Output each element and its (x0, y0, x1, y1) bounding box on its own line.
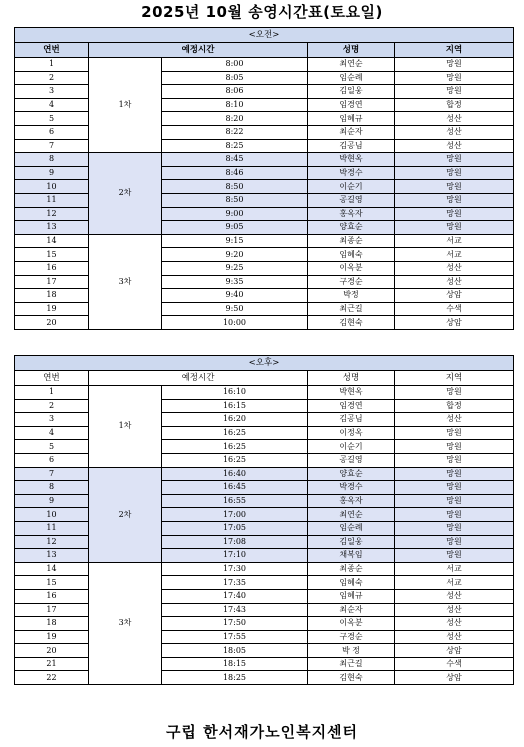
cell-time: 17:05 (162, 521, 308, 535)
cell-name: 양효순 (308, 221, 395, 235)
cell-region: 상암 (395, 644, 514, 658)
cell-name: 박현옥 (308, 386, 395, 400)
cell-no: 8 (15, 153, 89, 167)
organization-name: 구립 한서재가노인복지센터 (165, 723, 359, 741)
cell-region: 망원 (395, 193, 514, 207)
cell-region: 망원 (395, 453, 514, 467)
cell-no: 13 (15, 549, 89, 563)
cell-time: 16:20 (162, 413, 308, 427)
table-row (15, 153, 514, 167)
cell-no: 15 (15, 248, 89, 262)
cell-no: 1 (15, 386, 89, 400)
cell-region: 망원 (395, 207, 514, 221)
cell-name: 구경순 (308, 275, 395, 289)
cell-name: 임경연 (308, 399, 395, 413)
cell-time: 16:25 (162, 453, 308, 467)
cell-region: 망원 (395, 85, 514, 99)
cell-region: 합정 (395, 399, 514, 413)
cell-no: 16 (15, 261, 89, 275)
cell-region: 성산 (395, 261, 514, 275)
cell-name: 최근길 (308, 302, 395, 316)
cell-name: 최순자 (308, 603, 395, 617)
cell-region: 망원 (395, 71, 514, 85)
cell-no: 5 (15, 440, 89, 454)
cell-no: 15 (15, 576, 89, 590)
cell-region: 합정 (395, 98, 514, 112)
cell-region: 망원 (395, 535, 514, 549)
header-time: 예정시간 (89, 371, 308, 386)
cell-time: 17:00 (162, 508, 308, 522)
cell-time: 16:40 (162, 467, 308, 481)
round-label: 1차 (89, 58, 162, 153)
cell-no: 4 (15, 426, 89, 440)
table-row (15, 58, 514, 72)
cell-name: 임순례 (308, 521, 395, 535)
cell-name: 구경순 (308, 630, 395, 644)
cell-time: 16:55 (162, 494, 308, 508)
cell-name: 임혜규 (308, 112, 395, 126)
cell-region: 서교 (395, 234, 514, 248)
cell-no: 18 (15, 289, 89, 303)
cell-time: 8:00 (162, 58, 308, 72)
header-name: 성명 (308, 43, 395, 58)
cell-name: 최종순 (308, 234, 395, 248)
table-row (15, 234, 514, 248)
cell-time: 18:05 (162, 644, 308, 658)
cell-no: 7 (15, 139, 89, 153)
cell-region: 망원 (395, 521, 514, 535)
cell-name: 김현숙 (308, 671, 395, 685)
cell-name: 최종순 (308, 562, 395, 576)
cell-region: 망원 (395, 58, 514, 72)
cell-region: 성산 (395, 112, 514, 126)
cell-no: 6 (15, 453, 89, 467)
cell-region: 망원 (395, 467, 514, 481)
cell-name: 최연순 (308, 508, 395, 522)
cell-name: 박정 (308, 289, 395, 303)
cell-time: 8:45 (162, 153, 308, 167)
afternoon-schedule-body (15, 356, 514, 685)
cell-name: 임혜규 (308, 589, 395, 603)
cell-no: 1 (15, 58, 89, 72)
cell-time: 9:50 (162, 302, 308, 316)
cell-time: 9:00 (162, 207, 308, 221)
cell-name: 최근길 (308, 657, 395, 671)
cell-region: 상암 (395, 671, 514, 685)
cell-time: 8:10 (162, 98, 308, 112)
cell-no: 17 (15, 275, 89, 289)
cell-name: 홍옥자 (308, 207, 395, 221)
cell-name: 공길영 (308, 453, 395, 467)
cell-name: 최순자 (308, 125, 395, 139)
cell-time: 8:05 (162, 71, 308, 85)
header-no: 연번 (15, 371, 89, 386)
cell-name: 최연순 (308, 58, 395, 72)
cell-region: 성산 (395, 603, 514, 617)
cell-time: 8:46 (162, 166, 308, 180)
cell-no: 21 (15, 657, 89, 671)
cell-region: 망원 (395, 440, 514, 454)
cell-no: 4 (15, 98, 89, 112)
cell-time: 17:50 (162, 617, 308, 631)
section-title: <오후> (15, 356, 514, 371)
cell-time: 8:06 (162, 85, 308, 99)
cell-region: 성산 (395, 139, 514, 153)
cell-no: 17 (15, 603, 89, 617)
cell-region: 성산 (395, 617, 514, 631)
cell-name: 공길영 (308, 193, 395, 207)
cell-time: 16:10 (162, 386, 308, 400)
cell-name: 박현옥 (308, 153, 395, 167)
cell-region: 성산 (395, 589, 514, 603)
cell-time: 16:25 (162, 440, 308, 454)
cell-time: 8:25 (162, 139, 308, 153)
cell-time: 17:55 (162, 630, 308, 644)
cell-no: 8 (15, 481, 89, 495)
cell-name: 임경연 (308, 98, 395, 112)
cell-time: 18:15 (162, 657, 308, 671)
table-row (15, 562, 514, 576)
cell-region: 서교 (395, 248, 514, 262)
cell-name: 임혜숙 (308, 576, 395, 590)
cell-no: 16 (15, 589, 89, 603)
cell-time: 17:10 (162, 549, 308, 563)
cell-region: 망원 (395, 221, 514, 235)
cell-region: 수색 (395, 302, 514, 316)
cell-name: 홍옥자 (308, 494, 395, 508)
cell-time: 9:05 (162, 221, 308, 235)
section-row (15, 28, 514, 43)
round-label: 2차 (89, 467, 162, 562)
cell-no: 19 (15, 302, 89, 316)
cell-region: 망원 (395, 180, 514, 194)
table-row (15, 467, 514, 481)
cell-no: 12 (15, 535, 89, 549)
section-title: <오전> (15, 28, 514, 43)
cell-no: 20 (15, 316, 89, 330)
cell-name: 김현숙 (308, 316, 395, 330)
table-row (15, 386, 514, 400)
afternoon-schedule-table (14, 355, 514, 685)
cell-no: 9 (15, 166, 89, 180)
cell-region: 망원 (395, 166, 514, 180)
header-region: 지역 (395, 371, 514, 386)
cell-name: 이정옥 (308, 426, 395, 440)
cell-region: 성산 (395, 275, 514, 289)
cell-region: 상암 (395, 289, 514, 303)
cell-region: 망원 (395, 426, 514, 440)
cell-name: 이옥분 (308, 261, 395, 275)
header-row (15, 371, 514, 386)
cell-time: 9:15 (162, 234, 308, 248)
cell-no: 14 (15, 234, 89, 248)
cell-name: 채복임 (308, 549, 395, 563)
cell-no: 3 (15, 85, 89, 99)
cell-no: 20 (15, 644, 89, 658)
cell-name: 김일웅 (308, 535, 395, 549)
cell-name: 이순기 (308, 180, 395, 194)
cell-time: 8:20 (162, 112, 308, 126)
cell-region: 서교 (395, 562, 514, 576)
cell-no: 13 (15, 221, 89, 235)
cell-no: 10 (15, 180, 89, 194)
cell-no: 2 (15, 71, 89, 85)
cell-time: 9:20 (162, 248, 308, 262)
cell-time: 16:45 (162, 481, 308, 495)
header-no: 연번 (15, 43, 89, 58)
cell-name: 임순례 (308, 71, 395, 85)
cell-region: 성산 (395, 630, 514, 644)
cell-region: 망원 (395, 508, 514, 522)
cell-region: 망원 (395, 153, 514, 167)
cell-time: 8:22 (162, 125, 308, 139)
cell-name: 김공님 (308, 413, 395, 427)
cell-name: 이순기 (308, 440, 395, 454)
round-label: 1차 (89, 386, 162, 468)
cell-no: 14 (15, 562, 89, 576)
cell-no: 7 (15, 467, 89, 481)
cell-time: 18:25 (162, 671, 308, 685)
header-region: 지역 (395, 43, 514, 58)
cell-name: 박경수 (308, 166, 395, 180)
cell-no: 22 (15, 671, 89, 685)
cell-no: 19 (15, 630, 89, 644)
header-row (15, 43, 514, 58)
cell-time: 16:25 (162, 426, 308, 440)
cell-time: 10:00 (162, 316, 308, 330)
cell-region: 수색 (395, 657, 514, 671)
cell-time: 17:35 (162, 576, 308, 590)
cell-region: 망원 (395, 549, 514, 563)
cell-time: 9:40 (162, 289, 308, 303)
cell-no: 9 (15, 494, 89, 508)
cell-region: 망원 (395, 386, 514, 400)
cell-no: 3 (15, 413, 89, 427)
cell-name: 박경수 (308, 481, 395, 495)
cell-time: 17:43 (162, 603, 308, 617)
cell-no: 18 (15, 617, 89, 631)
header-time: 예정시간 (89, 43, 308, 58)
cell-region: 망원 (395, 494, 514, 508)
cell-time: 17:08 (162, 535, 308, 549)
cell-name: 양효순 (308, 467, 395, 481)
cell-name: 임혜숙 (308, 248, 395, 262)
cell-time: 8:50 (162, 180, 308, 194)
cell-time: 17:40 (162, 589, 308, 603)
section-row (15, 356, 514, 371)
cell-time: 9:25 (162, 261, 308, 275)
cell-name: 김공님 (308, 139, 395, 153)
cell-name: 이옥분 (308, 617, 395, 631)
cell-name: 박 정 (308, 644, 395, 658)
round-label: 2차 (89, 153, 162, 235)
cell-no: 11 (15, 521, 89, 535)
cell-no: 6 (15, 125, 89, 139)
cell-no: 5 (15, 112, 89, 126)
round-label: 3차 (89, 234, 162, 329)
cell-region: 상암 (395, 316, 514, 330)
morning-schedule-table (14, 27, 514, 330)
cell-no: 2 (15, 399, 89, 413)
cell-time: 16:15 (162, 399, 308, 413)
cell-no: 11 (15, 193, 89, 207)
cell-time: 9:35 (162, 275, 308, 289)
page-title: 2025년 10월 송영시간표(토요일) (141, 3, 383, 21)
header-name: 성명 (308, 371, 395, 386)
cell-no: 10 (15, 508, 89, 522)
cell-no: 12 (15, 207, 89, 221)
cell-region: 망원 (395, 481, 514, 495)
cell-region: 성산 (395, 413, 514, 427)
cell-name: 김일웅 (308, 85, 395, 99)
cell-time: 17:30 (162, 562, 308, 576)
morning-schedule-body (15, 28, 514, 330)
cell-region: 서교 (395, 576, 514, 590)
cell-region: 성산 (395, 125, 514, 139)
round-label: 3차 (89, 562, 162, 684)
cell-time: 8:50 (162, 193, 308, 207)
